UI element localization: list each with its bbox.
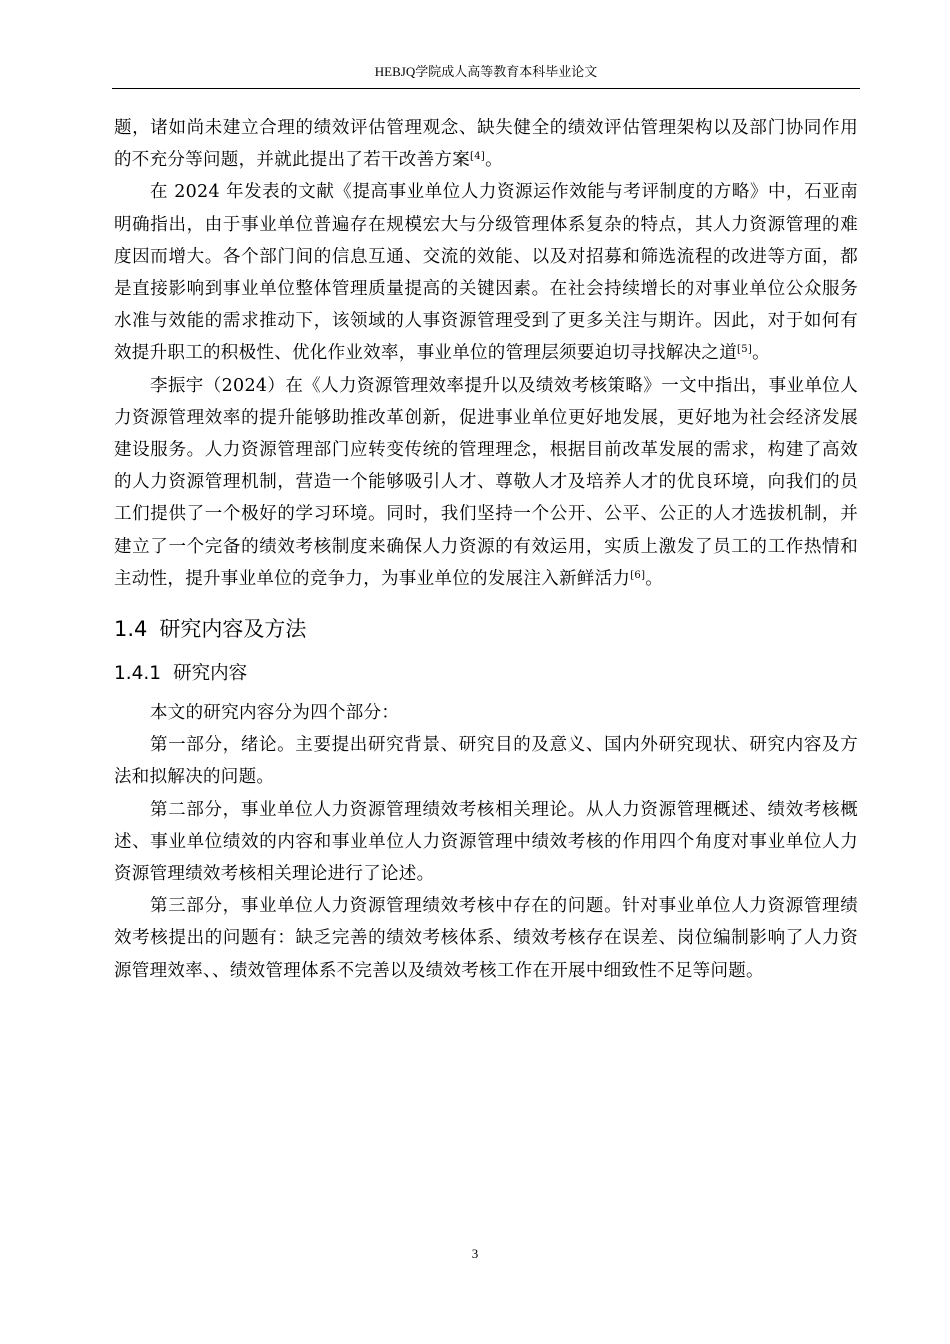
subsection-heading bbox=[114, 657, 858, 691]
section-heading bbox=[114, 611, 858, 647]
citation-ref: [5] bbox=[737, 344, 753, 356]
paragraph-shiyanan: 在 2024 年发表的文献《提高事业单位人力资源运作效能与考评制度的方略》中，石亚南明确指出，由于事业单位普遍存在规模宏大与分级管理体系复杂的特点，其人力资源管理的难度因而增大。各个部门间的信息互通、交流的效能、以及对招募和筛选流程的改进等方面，都是直接影响到事业单位整体管理质量提高的关键因素。在社会持续增长的对事业单位公众服务水准与效能的需求推动下，该领域的人事资源管理受到了更多关注与期许。因此，对于如何有效提升职工的积极性、优化作业效率，事业单位的管理层须要迫切寻找解决之道[5]。 bbox=[114, 182, 858, 364]
section-number: 1.4 bbox=[114, 617, 148, 642]
citation-ref: [6] bbox=[630, 569, 646, 581]
citation-ref: [4] bbox=[470, 151, 486, 163]
paragraph-lizhenyu: 李振宇（2024）在《人力资源管理效率提升以及绩效考核策略》一文中指出，事业单位人力资源管理效率的提升能够助推改革创新，促进事业单位更好地发展，更好地为社会经济发展建设服务。人力资源管理部门应转变传统的管理理念，根据目前改革发展的需求，构建了高效的人力资源管理机制，营造一个能够吸引人才、尊敬人才及培养人才的优良环境，向我们的员工们提供了一个极好的学习环境。同时，我们坚持一个公开、公平、公正的人才选拔机制，并建立了一个完备的绩效考核制度来确保人力资源的有效运用，实质上激发了员工的工作热情和主动性，提升事业单位的竞争力，为事业单位的发展注入新鲜活力[6]。 bbox=[114, 375, 858, 589]
header-title: HEBJQ学院成人高等教育本科毕业论文 bbox=[374, 64, 598, 79]
content-part-three: 第三部分，事业单位人力资源管理绩效考核中存在的问题。针对事业单位人力资源管理绩效考核提出的问题有：缺乏完善的绩效考核体系、绩效考核存在误差、岗位编制影响了人力资源管理效率、、绩效管理体系不完善以及绩效考核工作在开展中细致性不足等问题。 bbox=[114, 896, 858, 981]
page-number: 3 bbox=[471, 1246, 479, 1261]
section-title: 研究内容及方法 bbox=[159, 617, 307, 642]
subsection-title: 研究内容 bbox=[173, 663, 248, 685]
document-body bbox=[114, 112, 858, 987]
subsection-number: 1.4.1 bbox=[114, 663, 162, 685]
page-header bbox=[112, 62, 860, 89]
content-part-one: 第一部分，绪论。主要提出研究背景、研究目的及意义、国内外研究现状、研究内容及方法和拟解决的问题。 bbox=[114, 735, 858, 788]
paragraph-continuation: 题，诸如尚未建立合理的绩效评估管理观念、缺失健全的绩效评估管理架构以及部门协同作用的不充分等问题，并就此提出了若干改善方案[4]。 bbox=[114, 118, 858, 171]
content-part-two: 第二部分，事业单位人力资源管理绩效考核相关理论。从人力资源管理概述、绩效考核概述、事业单位绩效的内容和事业单位人力资源管理中绩效考核的作用四个角度对事业单位人力资源管理绩效考核相关理论进行了论述。 bbox=[114, 799, 858, 885]
content-intro: 本文的研究内容分为四个部分： bbox=[150, 703, 400, 724]
